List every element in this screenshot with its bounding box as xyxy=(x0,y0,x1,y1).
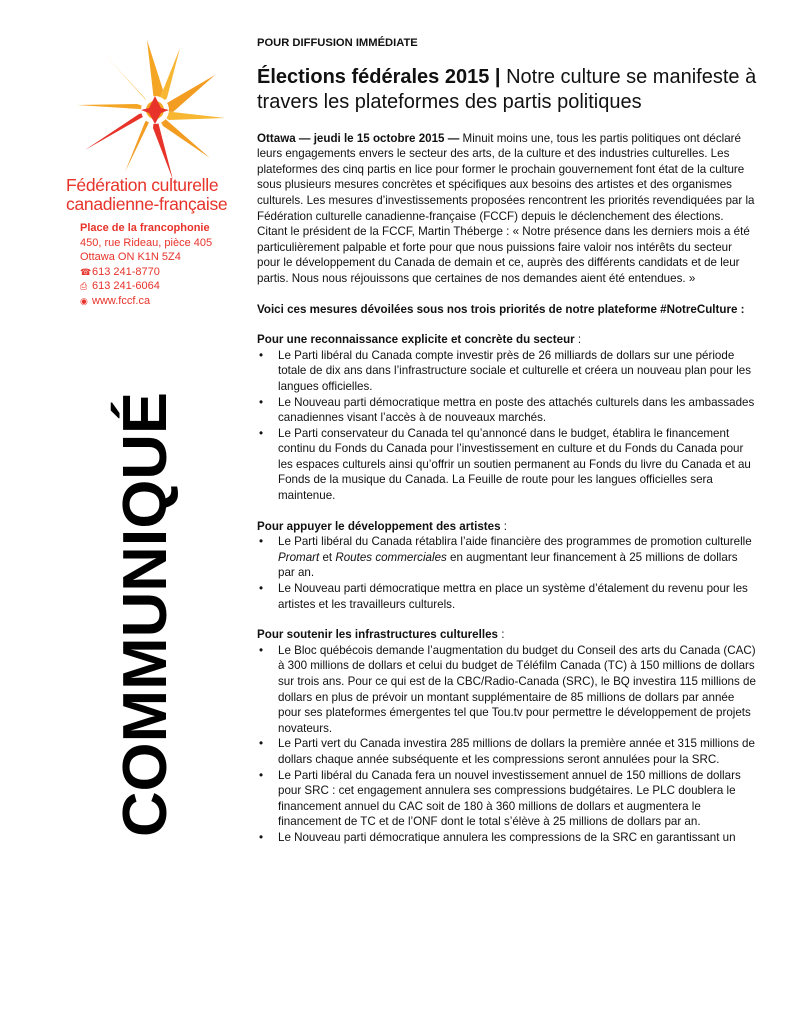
section1-list xyxy=(257,348,757,504)
organization-name xyxy=(66,176,246,214)
phone-row xyxy=(80,265,212,280)
release-label: POUR DIFFUSION IMMÉDIATE xyxy=(257,37,418,49)
section1-suffix: : xyxy=(574,333,582,347)
mouse-icon: ◉ xyxy=(80,295,88,306)
list-item: • Le Bloc québécois demande l’augmentation du budget du Conseil des arts du Canada (CAC) à 300 millions de dollars et celui du budget de Téléfilm Canada (TC) à 150 millions de dollars sur trois ans. Pour ce qui est de la CBC/Radio-Canada (SRC), le BQ investira 115 millions de dollars en plus de prévoir un montant supplémentaire de 85 millions de dollars par année pour ses plateformes émergentes tel que Tou.tv pour permettre le développement de projets novateurs. xyxy=(257,643,757,737)
list-item: • Le Nouveau parti démocratique annulera les compressions de la SRC en garantissant un xyxy=(257,830,757,846)
title-rest: Notre culture se manifeste à travers les plateformes des partis politiques xyxy=(257,65,757,113)
phone-icon: ☎ xyxy=(80,266,92,277)
phone-number: 613 241-8770 xyxy=(92,265,160,278)
web-row xyxy=(80,294,212,309)
section-heading-recognition xyxy=(257,332,757,348)
fax-row xyxy=(80,279,212,294)
list-item: • Le Nouveau parti démocratique mettra en place un système d’étalement du revenu pour les artistes et les travailleurs culturels. xyxy=(257,581,757,612)
contact-block xyxy=(80,221,212,308)
fccf-logo xyxy=(60,38,230,188)
section-heading-artists xyxy=(257,519,757,535)
communique-text: COMMUNIQUÉ xyxy=(111,399,180,837)
sidebar xyxy=(0,0,250,1024)
list-item: • Le Parti conservateur du Canada tel qu’annoncé dans le budget, établira le financement continu du Fonds du Canada pour l’investissement en culture et du Fonds du Canada pour les espaces culturels ainsi qu’offrir un soutien permanent au Fonds du livre du Canada et au Fonds de la musique du Canada. La Feuille de route pour les langues officielles sera maintenue. xyxy=(257,426,757,504)
press-release-body xyxy=(257,36,757,861)
item-text: et xyxy=(319,550,336,564)
address-city: Ottawa ON K1N 5Z4 xyxy=(80,251,181,263)
section2-heading-text: Pour appuyer le développement des artistes xyxy=(257,519,501,533)
fax-number: 613 241-6064 xyxy=(92,280,160,292)
title-bold: Élections fédérales 2015 | xyxy=(257,65,501,88)
section3-suffix: : xyxy=(497,628,505,642)
org-name-line-2: canadienne-française xyxy=(66,194,228,214)
address-place: Place de la francophonie xyxy=(80,222,210,234)
lead-paragraph: Voici ces mesures dévoilées sous nos trois priorités de notre plateforme #NotreCulture : xyxy=(257,302,745,316)
org-name-line-1: Fédération culturelle xyxy=(66,175,219,195)
fax-icon: ⎙ xyxy=(80,281,88,291)
communique-stamp xyxy=(108,385,188,845)
list-item xyxy=(257,534,757,581)
intro-body: Minuit moins une, tous les partis politiques ont déclaré leurs engagements envers le secteur des arts, de la culture et des industries culturelles. Les plateformes des cinq partis en lice pour former le prochain gouvernement font état de la culture sous plusieurs mesures concrètes et spécifiques aux besoins des artistes et des organismes culturels. Les mesures d’investissements proposées rencontrent les priorités revendiquées par la Fédération culturelle canadienne-française (FCCF) depuis le déclenchement des élections. Citant le président de la FCCF, Martin Théberge : « Notre présence dans les derniers mois a été particulièrement palpable et forte pour que nous puissions faire valoir nos intérêts du secteur pour le développement du Canada de demain et ce, auprès des différents candidats et de leur partis. Nous nous réjouissons que certaines de nos demandes aient été entendues. » xyxy=(257,131,755,285)
list-item: • Le Nouveau parti démocratique mettra en poste des attachés culturels dans les ambassades canadiennes visant l’accès à de nouveaux marchés. xyxy=(257,395,757,426)
item-text: en augmentant leur financement à 25 millions de dollars par an. xyxy=(278,550,738,580)
list-item: • Le Parti libéral du Canada fera un nouvel investissement annuel de 150 millions de dollars pour SRC : cet engagement annulera ses compressions budgétaires. Le PLC doublera le financement annuel du CAC soit de 180 à 360 millions de dollars et augmentera le financement de TC et de l’ONF dont le total s’élève à 25 millions de dollars par an. xyxy=(257,768,757,830)
program-name: Routes commerciales xyxy=(335,550,447,564)
website-link[interactable]: www.fccf.ca xyxy=(92,294,151,307)
section3-heading-text: Pour soutenir les infrastructures culturelles xyxy=(257,628,498,642)
program-name: Promart xyxy=(278,550,320,564)
dateline: Ottawa — jeudi le 15 octobre 2015 — xyxy=(257,131,460,145)
section2-list xyxy=(257,534,757,612)
list-item: • Le Parti libéral du Canada compte investir près de 26 milliards de dollars sur une période totale de dix ans dans l’infrastructure sociale et culturelle et créera un nouveau plan pour les langues officielles. xyxy=(257,348,757,395)
address-street: 450, rue Rideau, pièce 405 xyxy=(80,236,213,249)
item-text: Le Parti libéral du Canada rétablira l’aide financière des programmes de promotion culturelle xyxy=(278,535,752,549)
section1-heading-text: Pour une reconnaissance explicite et concrète du secteur xyxy=(257,333,575,347)
section3-list xyxy=(257,643,757,846)
page-title xyxy=(257,65,757,115)
intro-paragraph xyxy=(257,131,757,287)
list-item: • Le Parti vert du Canada investira 285 millions de dollars la première année et 315 millions de dollars chaque année subséquente et les compressions seront annulées pour la SRC. xyxy=(257,736,757,767)
section-heading-infrastructure xyxy=(257,627,757,643)
section2-suffix: : xyxy=(500,519,508,533)
